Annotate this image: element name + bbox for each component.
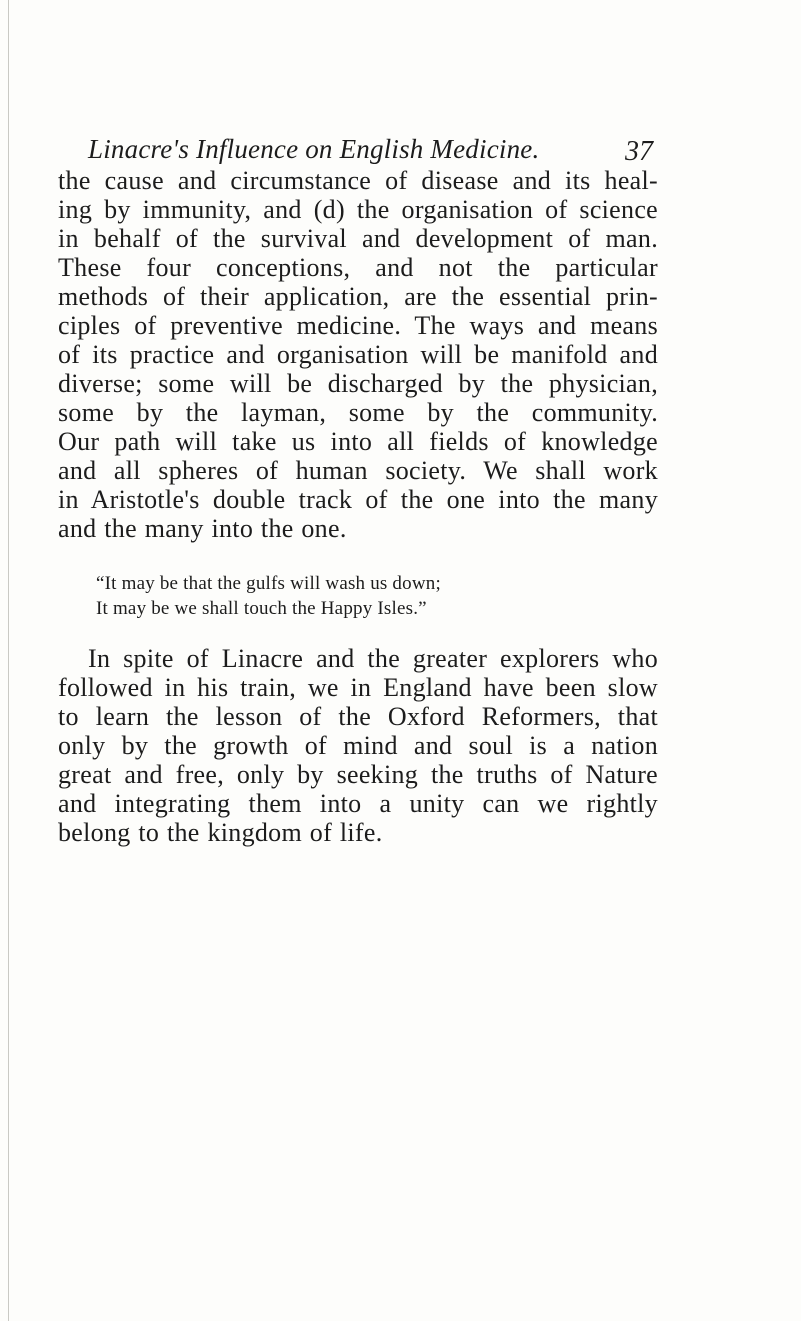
text-line: ciples of preventive medicine. The ways and means xyxy=(58,311,658,340)
text-line: to learn the lesson of the Oxford Reformers, that xyxy=(58,702,658,731)
text-line: Our path will take us into all fields of knowledge xyxy=(58,427,658,456)
text-line: only by the growth of mind and soul is a nation xyxy=(58,731,658,760)
quote-line: “It may be that the gulfs will wash us down; xyxy=(96,573,441,594)
text-line: the cause and circumstance of disease and its heal- xyxy=(58,166,658,195)
text-line: methods of their application, are the essential prin- xyxy=(58,282,658,311)
quote-line: It may be we shall touch the Happy Isles.” xyxy=(96,598,427,619)
text-line: diverse; some will be discharged by the physician, xyxy=(58,369,658,398)
page-number: 37 xyxy=(625,136,653,167)
text-line: belong to the kingdom of life. xyxy=(58,818,383,847)
text-line: of its practice and organisation will be manifold and xyxy=(58,340,658,369)
text-line: in behalf of the survival and development of man. xyxy=(58,224,658,253)
text-line: followed in his train, we in England have been slow xyxy=(58,673,658,702)
text-line: and all spheres of human society. We shall work xyxy=(58,456,658,485)
text-line: and the many into the one. xyxy=(58,514,347,543)
text-line: In spite of Linacre and the greater explorers who xyxy=(88,644,658,673)
paragraph-2 xyxy=(58,644,658,847)
text-line: great and free, only by seeking the truths of Nature xyxy=(58,760,658,789)
text-line: in Aristotle's double track of the one into the many xyxy=(58,485,658,514)
text-line: some by the layman, some by the community. xyxy=(58,398,658,427)
verse-quotation xyxy=(96,571,596,621)
text-line: ing by immunity, and (d) the organisation of science xyxy=(58,195,658,224)
page-edge-line xyxy=(8,0,9,1321)
running-head: Linacre's Influence on English Medicine. xyxy=(88,134,540,164)
paragraph-1 xyxy=(58,166,658,543)
text-line: These four conceptions, and not the particular xyxy=(58,253,658,282)
text-line: and integrating them into a unity can we rightly xyxy=(58,789,658,818)
